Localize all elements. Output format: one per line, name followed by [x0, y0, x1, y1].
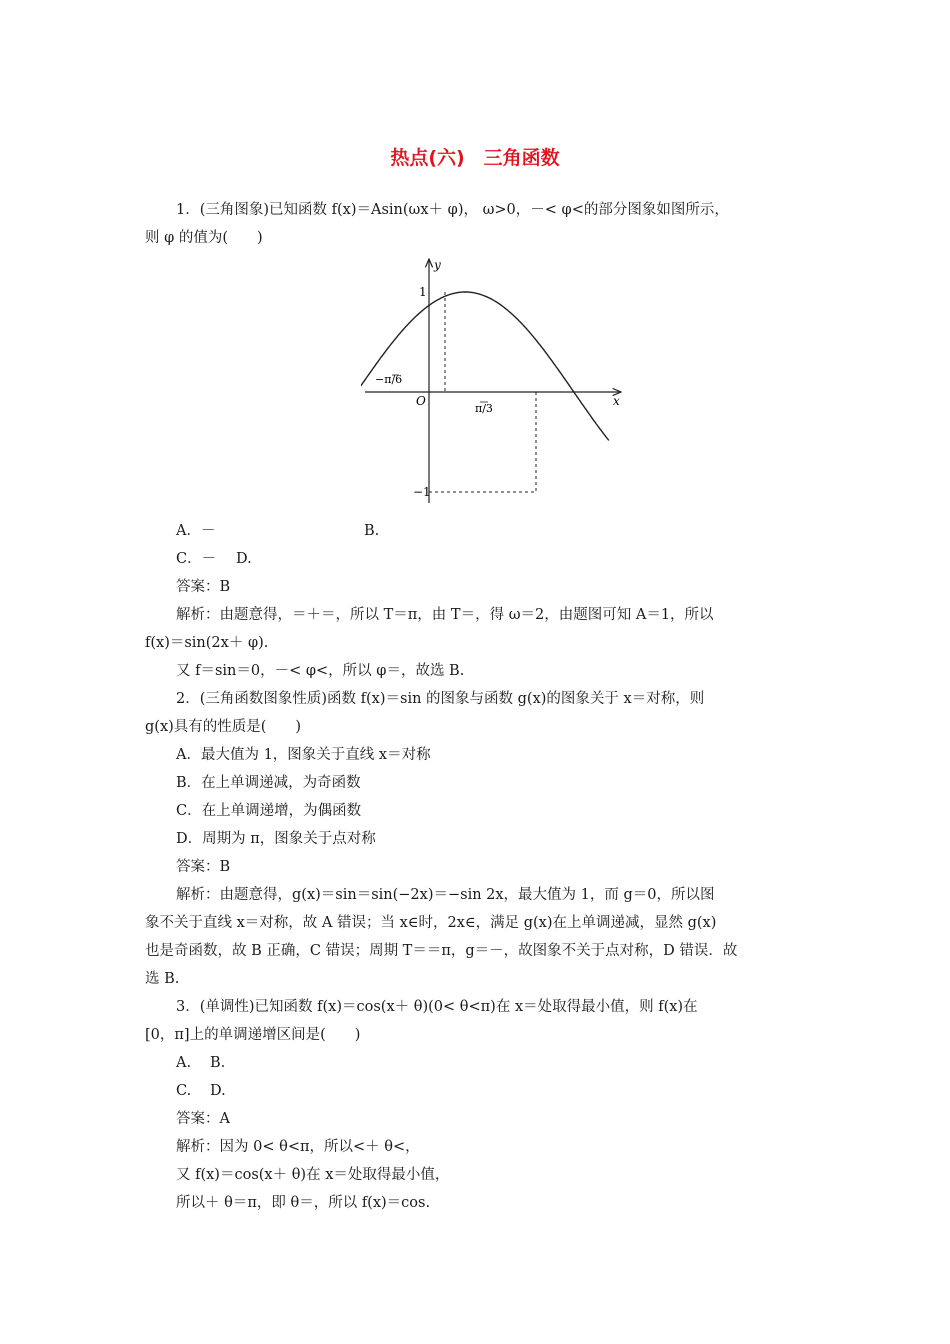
q3-option-d: D. — [210, 1083, 226, 1099]
q2-stem-line-2: g(x)具有的性质是( ) — [145, 719, 302, 735]
q1-stem-line-2: 则 φ 的值为( ) — [145, 230, 263, 246]
q3-options-ab — [145, 1049, 810, 1077]
q3-explanation-3: 所以＋ θ＝π，即 θ＝，所以 f(x)＝cos. — [176, 1195, 431, 1211]
sine-curve — [361, 292, 609, 440]
q3-option-c: C. — [176, 1083, 192, 1099]
sine-graph — [361, 255, 623, 517]
q2-option-c: C．在上单调递增，为偶函数 — [176, 803, 362, 819]
q2-option-a: A．最大值为 1，图象关于直线 x＝对称 — [176, 747, 431, 763]
q3-stem-line-2: [0，π]上的单调递增区间是( ) — [145, 1027, 361, 1043]
q3-option-a: A. — [176, 1055, 192, 1071]
q2-stem-line-1: 2．(三角函数图象性质)函数 f(x)＝sin 的图象与函数 g(x)的图象关于 x＝对称，则 — [176, 691, 705, 707]
q1-options-cd — [145, 545, 810, 573]
q1-option-a: A．－ — [176, 523, 216, 539]
q3-explanation-2: 又 f(x)＝cos(x＋ θ)在 x＝处取得最小值， — [176, 1167, 450, 1183]
y-max-label: 1 — [419, 285, 427, 299]
q3-explanation-1: 解析：因为 0< θ<π，所以<＋ θ<， — [176, 1139, 420, 1155]
neg-pi-over-6-label: −π/6 — [375, 373, 403, 386]
q1-option-b: B. — [364, 523, 380, 539]
q1-stem-line-1: 1．(三角图象)已知函数 f(x)＝Asin(ωx＋ φ)， ω>0，－< φ<的部分图象如图所示， — [176, 202, 729, 218]
q2-option-b: B．在上单调递减，为奇函数 — [176, 775, 361, 791]
q1-explanation-2: f(x)＝sin(2x＋ φ). — [145, 635, 269, 651]
q1-explanation-1: 解析：由题意得，＝＋＝，所以 T＝π，由 T＝，得 ω＝2，由题图可知 A＝1，所以 — [176, 607, 714, 623]
q2-explanation-2: 象不关于直线 x＝对称，故 A 错误；当 x∈时，2x∈，满足 g(x)在上单调递减，显然 g(x) — [145, 915, 717, 931]
y-min-label: −1 — [413, 485, 431, 499]
q2-explanation-4: 选 B. — [145, 971, 180, 987]
q2-explanation-1: 解析：由题意得，g(x)＝sin＝sin(−2x)＝−sin 2x，最大值为 1，而 g＝0，所以图 — [176, 887, 715, 903]
q3-option-b: B. — [210, 1055, 226, 1071]
page-title: 热点(六) 三角函数 — [390, 147, 560, 169]
q3-stem-line-1: 3．(单调性)已知函数 f(x)＝cos(x＋ θ)(0< θ<π)在 x＝处取得最小值，则 f(x)在 — [176, 999, 698, 1015]
q1-option-d: D. — [236, 551, 252, 567]
document-body — [145, 196, 810, 1217]
pi-over-3-label: π/3 — [475, 402, 493, 415]
q2-option-d: D．周期为 π，图象关于点对称 — [176, 831, 376, 847]
x-axis-label: x — [613, 394, 620, 408]
y-axis-label: y — [434, 258, 441, 272]
q3-answer: 答案：A — [176, 1111, 230, 1127]
q1-answer: 答案：B — [176, 579, 231, 595]
origin-label: O — [416, 394, 426, 408]
q1-option-c: C．－ — [176, 551, 217, 567]
q2-explanation-3: 也是奇函数，故 B 正确，C 错误；周期 T＝＝π，g＝－，故图象不关于点对称，D 错误．故 — [145, 943, 738, 959]
q1-explanation-3: 又 f＝sin＝0，－< φ<，所以 φ＝，故选 B. — [176, 663, 465, 679]
q3-options-cd — [145, 1077, 810, 1105]
sine-graph-figure — [145, 255, 810, 517]
q1-options-ab — [145, 517, 810, 545]
q2-answer: 答案：B — [176, 859, 231, 875]
